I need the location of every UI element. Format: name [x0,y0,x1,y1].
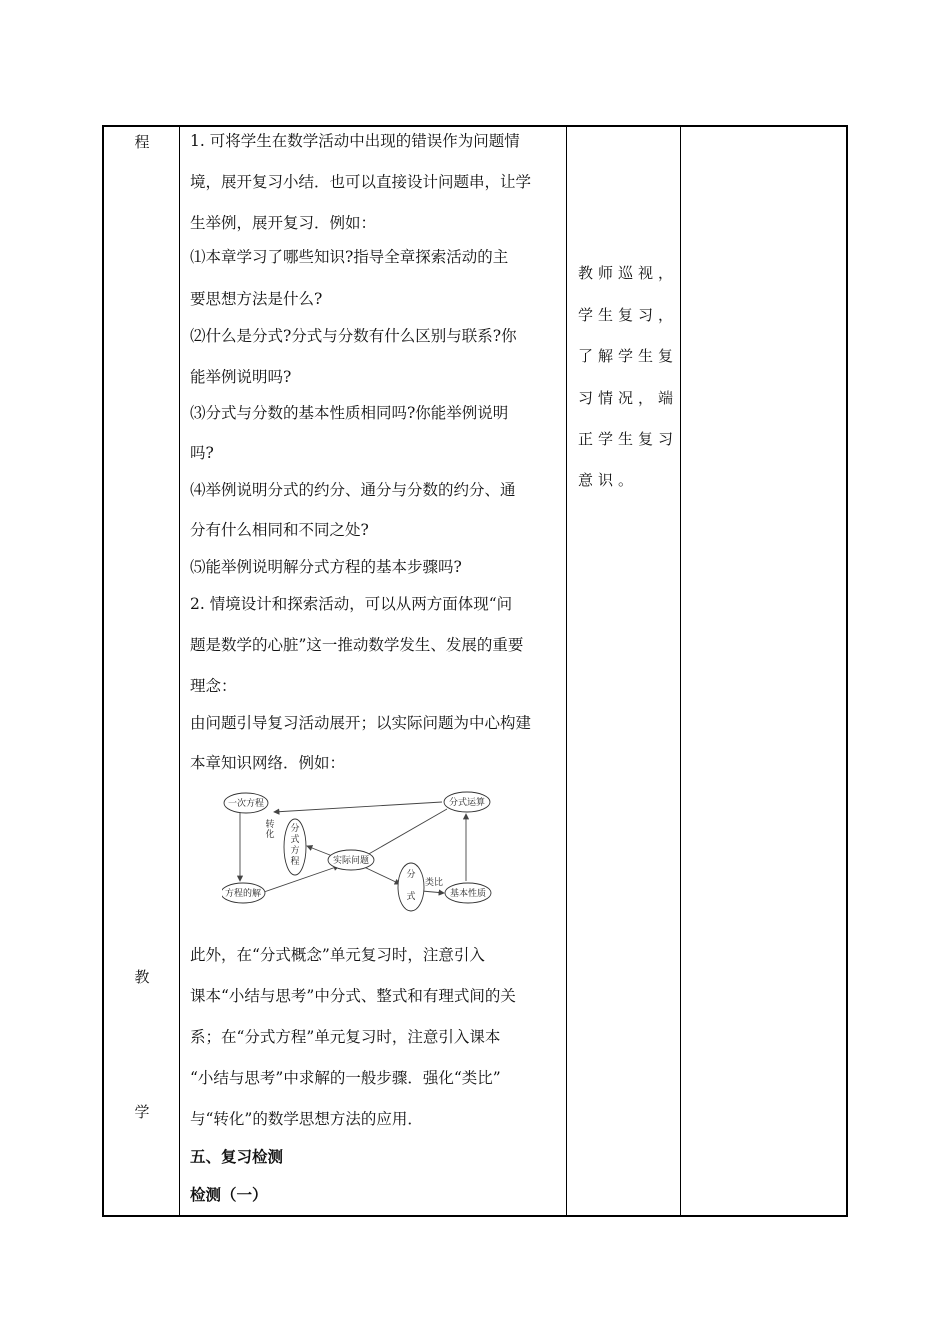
node-label: 方程的解 [224,889,262,899]
content-line: 此外，在“分式概念”单元复习时，注意引入 [190,946,485,964]
content-line: 2. 情境设计和探索活动，可以从两方面体现“问 [190,595,513,613]
content-line: 课本“小结与思考”中分式、整式和有理式间的关 [190,987,516,1005]
edge-label: 类比 [424,878,444,888]
section-heading-review: 五、复习检测 [190,1148,284,1166]
content-line: 与“转化”的数学思想方法的应用． [190,1110,423,1128]
arrow-problem-to-fraction [362,866,400,884]
side-label-learn: 学 [134,1103,150,1121]
knowledge-network-diagram [222,789,497,914]
content-line: ⑵什么是分式?分式与分数有什么区别与联系?你 [190,327,517,345]
node-label: 方 [290,846,300,856]
activity-line: 习情况，端 [578,389,679,407]
edge-label: 化 [265,830,275,840]
node-label: 式 [406,892,416,902]
content-line: ⑶分式与分数的基本性质相同吗?你能举例说明 [190,404,509,422]
node-label: 一次方程 [227,799,265,809]
content-line: 题是数学的心脏”这一推动数学发生、发展的重要 [190,636,524,654]
node-label: 程 [290,857,300,867]
arrow-ops-to-linear [274,802,442,812]
activity-line: 学生复习， [578,306,679,324]
column-divider-1 [179,127,180,1215]
content-line: 理念： [190,677,237,695]
column-divider-2 [566,127,567,1215]
side-label-teach: 教 [134,968,150,986]
content-line: 1. 可将学生在数学活动中出现的错误作为问题情 [190,132,520,150]
content-line: ⑴本章学习了哪些知识?指导全章探索活动的主 [190,248,509,266]
activity-line: 意识。 [578,471,639,489]
content-line: 生举例，展开复习．例如： [190,214,377,232]
content-line: ⑷举例说明分式的约分、通分与分数的约分、通 [190,481,516,499]
arrow-analogy [422,891,444,893]
activity-line: 教师巡视， [578,264,679,282]
node-label: 分式运算 [448,798,486,808]
edge-label: 转 [265,820,275,830]
activity-line: 正学生复习 [578,430,679,448]
lesson-table [102,125,848,1217]
content-line: 系；在“分式方程”单元复习时，注意引入课本 [190,1028,501,1046]
column-divider-3 [680,127,681,1215]
content-line: 吗? [190,444,214,462]
content-line: 分有什么相同和不同之处? [190,521,369,539]
content-line: “小结与思考”中求解的一般步骤．强化“类比” [190,1069,501,1087]
node-label: 实际问题 [332,856,370,866]
node-label: 分 [290,824,300,834]
section-heading-test: 检测（一） [190,1186,268,1204]
content-line: ⑸能举例说明解分式方程的基本步骤吗? [190,558,462,576]
node-label: 基本性质 [449,889,487,899]
activity-line: 了解学生复 [578,347,679,365]
content-line: 境，展开复习小结．也可以直接设计问题串，让学 [190,173,532,191]
arrow-ops-to-problem [360,809,447,859]
content-line: 要思想方法是什么? [190,290,323,308]
content-line: 能举例说明吗? [190,368,292,386]
node-label: 式 [290,835,300,845]
side-label-process: 程 [134,133,150,151]
content-line: 由问题引导复习活动展开；以实际问题为中心构建 [190,714,532,732]
node-label: 分 [406,870,416,880]
content-line: 本章知识网络．例如： [190,754,346,772]
